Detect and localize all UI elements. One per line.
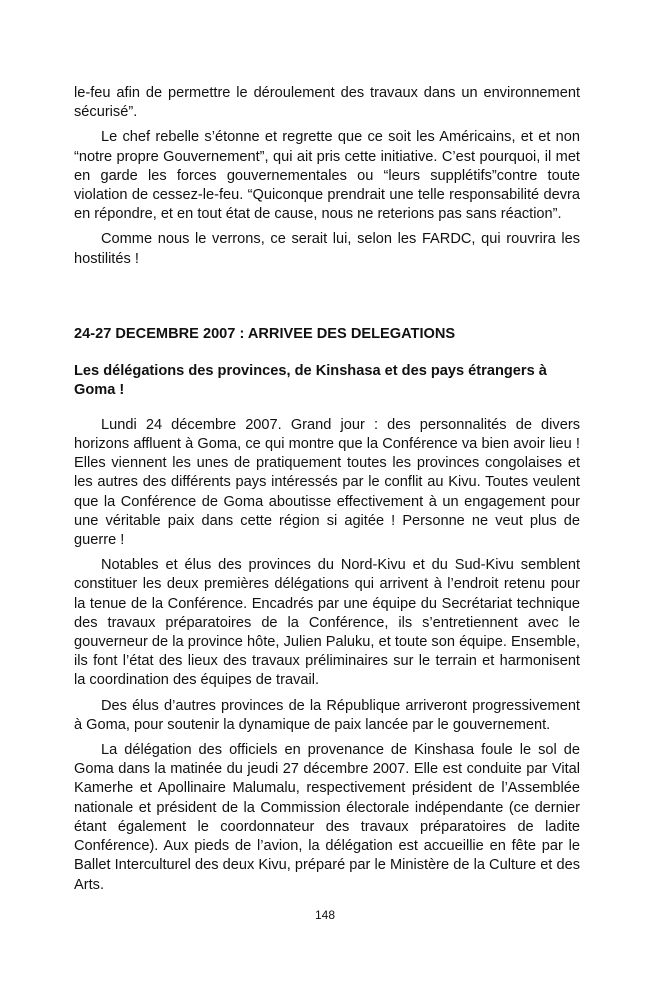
paragraph-continued: le-feu afin de permettre le déroulement des travaux dans un environnement sécurisé”. — [74, 85, 580, 121]
paragraph-notables: Notables et élus des provinces du Nord-Kivu et du Sud-Kivu semblent constituer les deux premières délégations qui arrivent à l’endroit retenu pour la tenue de la Conférence. Encadrés par une équipe du Secrétariat technique des travaux préparatoires de la Conférence, ils s’entretiennent avec le gouverneur de la province hôte, Julien Paluku, et toute son équipe. Ensemble, ils font l’état des lieux des travaux préliminaires sur le terrain et harmonisent la coordination des équipes de travail. — [74, 557, 580, 689]
paragraph-kinshasa-delegation: La délégation des officiels en provenance de Kinshasa foule le sol de Goma dans la matinée du jeudi 27 décembre 2007. Elle est conduite par Vital Kamerhe et Apollinaire Malumalu, respectivement président de l’Assemblée nationale et président de la Commission électorale indépendante (ce dernier étant également le coordonnateur des travaux préparatoires de ladite Conférence). Aux pieds de l’avion, la délégation est accueillie en fête par le Ballet Interculturel des deux Kivu, préparé par le Ministère de la Culture et des Arts. — [74, 742, 580, 893]
paragraph-grand-jour: Lundi 24 décembre 2007. Grand jour : des personnalités de divers horizons affluent à Goma, ce qui montre que la Conférence va bien avoir lieu ! Elles viennent les unes de pratiquement toutes les provinces congolaises et les autres des différents pays intéressés par le conflit au Kivu. Toutes veulent que la Conférence de Goma aboutisse effectivement à un engagement pour une véritable paix dans cette région si agitée ! Personne ne veut plus de guerre ! — [74, 416, 580, 549]
page-body — [74, 84, 580, 901]
sub-heading: Les délégations des provinces, de Kinshasa et des pays étrangers à Goma ! — [74, 362, 547, 398]
paragraph-rebel-leader: Le chef rebelle s’étonne et regrette que ce soit les Américains, et et non “notre propre Gouvernement”, qui ait pris cette initiative. C’est pourquoi, il met en garde les forces gouvernementales ou “leurs supplétifs”contre toute violation de cessez-le-feu. “Quiconque prendrait une telle responsabilité devra en répondre, et en tout état de cause, nous ne reterions pas sans réaction”. — [74, 129, 580, 223]
paragraph-hostilities: Comme nous le verrons, ce serait lui, selon les FARDC, qui rouvrira les hostilités ! — [74, 231, 580, 267]
section-heading: 24-27 DECEMBRE 2007 : ARRIVEE DES DELEGATIONS — [74, 325, 456, 342]
page-number: 148 — [314, 908, 336, 922]
paragraph-other-provinces: Des élus d’autres provinces de la République arriveront progressivement à Goma, pour soutenir la dynamique de paix lancée par le gouvernement. — [74, 697, 580, 733]
